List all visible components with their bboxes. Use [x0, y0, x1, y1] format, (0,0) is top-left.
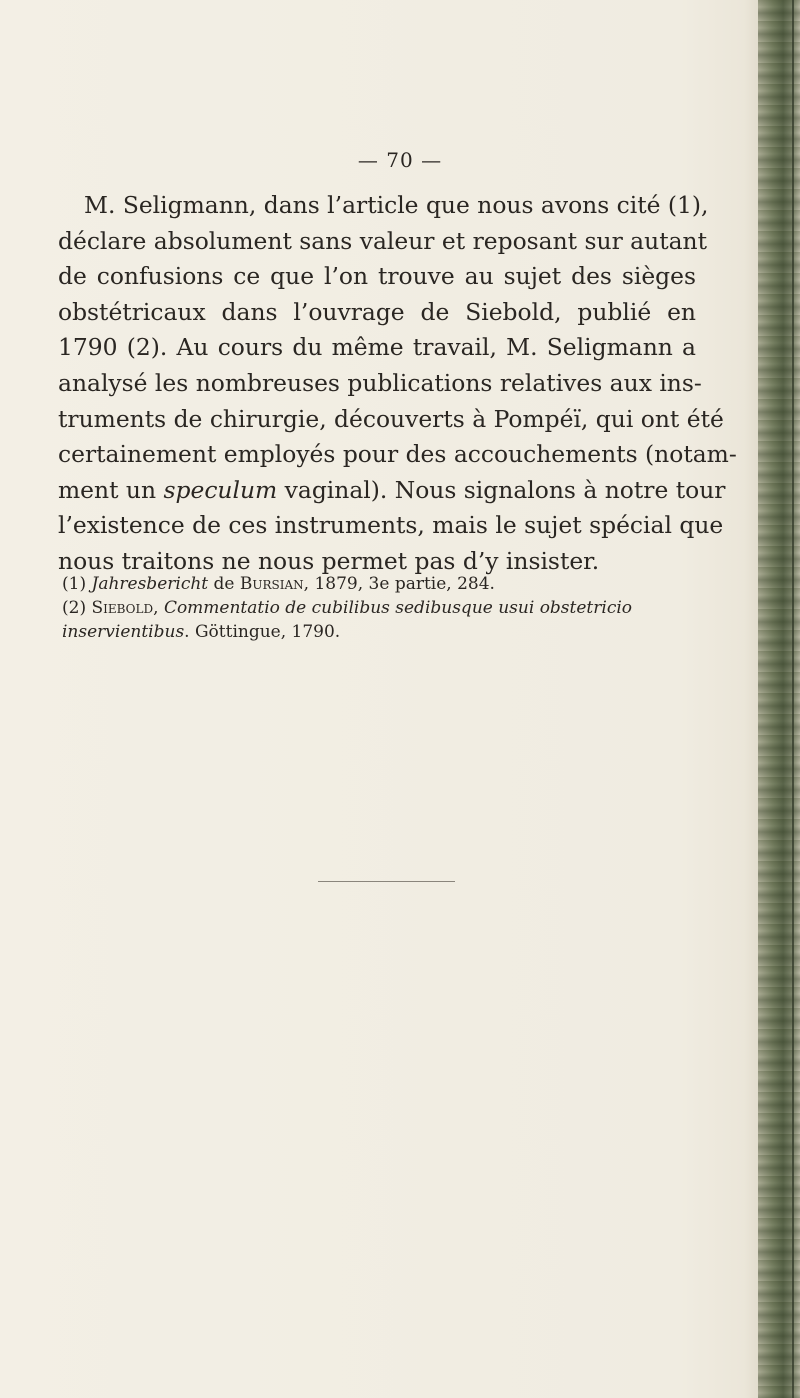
footnote-author: Bursian [239, 574, 304, 594]
text-line: 1790 (2). Au cours du même travail, M. Seligmann a [58, 333, 696, 362]
text-line: analysé les nombreuses publications relatives aux ins- [58, 368, 702, 397]
footnote-title: Jahresbericht [91, 574, 209, 594]
footnote-2 [62, 596, 697, 620]
footnote-text: . Göttingue, 1790. [184, 622, 341, 642]
text-line: nous traitons ne nous permet pas d’y insister. [58, 546, 600, 575]
footnote-marker: (2) [62, 598, 87, 618]
footnote-title: inservientibus [62, 622, 185, 642]
text-line: M. Seligmann, dans l’article que nous avons cité (1), [84, 191, 709, 219]
text-line-with-italic [58, 473, 726, 509]
text-line: obstétricaux dans l’ouvrage de Siebold, publié en [58, 297, 696, 326]
main-paragraph [58, 188, 737, 580]
text-line: l’existence de ces instruments, mais le sujet spécial que [58, 511, 724, 540]
section-rule [318, 881, 455, 882]
footnote-2-continued [62, 620, 697, 644]
footnote-marker: (1) [62, 574, 87, 594]
footnote-text: , [153, 598, 164, 618]
footnote-1 [62, 572, 697, 596]
page-edge-line [792, 0, 794, 1398]
text-line: truments de chirurgie, découverts à Pompéï, qui ont été [58, 404, 724, 433]
footnote-title: Commentatio de cubilibus sedibusque usui obstetricio [163, 598, 633, 618]
footnote-text: de [208, 574, 240, 594]
footnote-author: Siebold [91, 598, 154, 618]
text-line: déclare absolument sans valeur et reposant sur autant [58, 226, 707, 255]
text-segment: ment un [58, 475, 164, 504]
footnotes [62, 572, 697, 644]
page-number: — 70 — [357, 148, 443, 172]
text-line: certainement employés pour des accouchements (notam- [58, 440, 737, 469]
text-segment: vaginal). Nous signalons à notre tour [277, 475, 726, 504]
footnote-text: , 1879, 3e partie, 284. [303, 574, 495, 594]
italic-term: speculum [163, 475, 278, 504]
text-line: de confusions ce que l’on trouve au sujet des sièges [58, 262, 696, 291]
